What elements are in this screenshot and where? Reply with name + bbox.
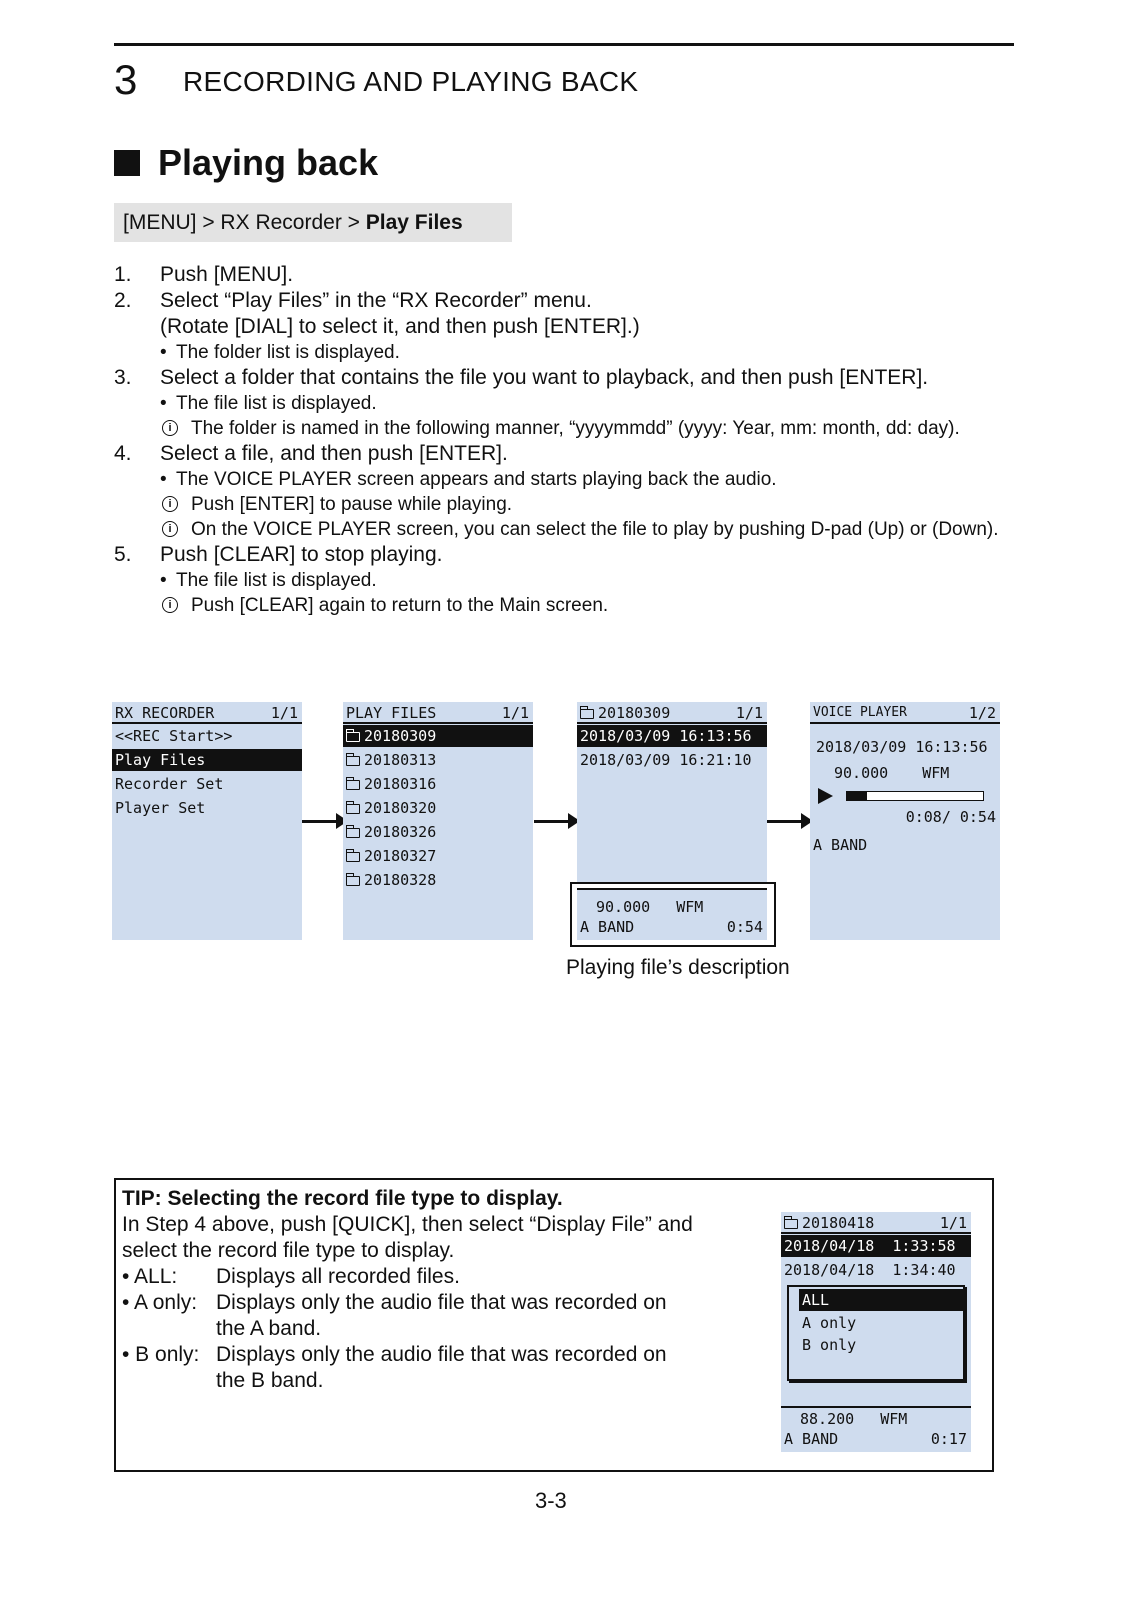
tip-title: TIP: Selecting the record file type to display. bbox=[122, 1187, 563, 1210]
step-number: 1. bbox=[114, 263, 132, 286]
voice-player-screen bbox=[810, 702, 1000, 940]
info-icon: i bbox=[162, 521, 178, 537]
step-text: Select “Play Files” in the “RX Recorder” menu. bbox=[160, 289, 592, 312]
step-bullet: • The file list is displayed. bbox=[160, 393, 377, 414]
folder-item[interactable]: 20180316 bbox=[343, 773, 533, 795]
step-number: 4. bbox=[114, 442, 132, 465]
display-file-popup bbox=[787, 1285, 965, 1381]
file-item[interactable]: 2018/04/18 1:34:40 bbox=[784, 1261, 956, 1279]
step-info: i Push [CLEAR] again to return to the Main screen. bbox=[160, 593, 1014, 618]
menu-path-prefix: [MENU] > RX Recorder > bbox=[123, 211, 366, 234]
screen-header: 20180309 1/1 bbox=[577, 702, 767, 724]
progress-bar[interactable] bbox=[846, 791, 984, 801]
tip-option: • ALL: Displays all recorded files. bbox=[122, 1265, 460, 1288]
arrow-right-icon bbox=[534, 820, 578, 823]
tip-option: • A only: Displays only the audio file that was recorded on the A band. bbox=[122, 1291, 667, 1340]
step-bullet: • The file list is displayed. bbox=[160, 570, 377, 591]
step-info: i The folder is named in the following manner, “yyyymmdd” (yyyy: Year, mm: month, dd: day). bbox=[160, 416, 1014, 441]
popup-option-all[interactable]: ALL bbox=[799, 1289, 963, 1311]
section-square-icon bbox=[114, 150, 140, 176]
step-text: Push [MENU]. bbox=[160, 263, 294, 286]
steps-list bbox=[114, 262, 1014, 618]
file-list-screen bbox=[577, 702, 767, 882]
file-description-panel bbox=[577, 888, 767, 940]
player-datetime: 2018/03/09 16:13:56 bbox=[816, 738, 988, 756]
folder-item[interactable]: 20180326 bbox=[343, 821, 533, 843]
popup-option-a-only[interactable]: A only bbox=[802, 1314, 857, 1332]
tip-text bbox=[122, 1186, 742, 1394]
arrow-right-icon bbox=[302, 820, 346, 823]
file-item[interactable]: 2018/03/09 16:21:10 bbox=[580, 751, 752, 769]
page-number: 3-3 bbox=[535, 1488, 567, 1513]
step-text: (Rotate [DIAL] to select it, and then push [ENTER].) bbox=[160, 315, 640, 338]
folder-icon bbox=[784, 1219, 798, 1229]
section-heading bbox=[114, 142, 378, 184]
screen-header: RX RECORDER 1/1 bbox=[112, 702, 302, 724]
rx-recorder-screen bbox=[112, 702, 302, 940]
menu-item-rec-start[interactable]: <<REC Start>> bbox=[115, 727, 233, 745]
menu-path bbox=[114, 203, 512, 242]
folder-icon bbox=[346, 804, 360, 814]
step-number: 3. bbox=[114, 366, 132, 389]
player-freq-line: 90.000 WFM bbox=[834, 764, 950, 782]
menu-item-recorder-set[interactable]: Recorder Set bbox=[115, 775, 224, 793]
folder-item[interactable]: 20180309 bbox=[343, 725, 533, 747]
arrow-right-icon bbox=[767, 820, 811, 823]
play-icon[interactable] bbox=[818, 788, 833, 804]
menu-item-player-set[interactable]: Player Set bbox=[115, 799, 206, 817]
chapter-title: RECORDING AND PLAYING BACK bbox=[183, 66, 639, 97]
display-file-screen bbox=[781, 1212, 971, 1452]
player-time-line: 0:08/ 0:54 bbox=[905, 808, 996, 826]
desc-band-line: A BAND 0:54 bbox=[580, 918, 763, 936]
step-bullet: • The VOICE PLAYER screen appears and starts playing back the audio. bbox=[160, 469, 777, 490]
folder-icon bbox=[346, 732, 360, 742]
section-title: Playing back bbox=[158, 142, 379, 183]
folder-item[interactable]: 20180313 bbox=[343, 749, 533, 771]
desc-freq-line: 90.000 WFM bbox=[596, 898, 704, 916]
step-text: Select a file, and then push [ENTER]. bbox=[160, 442, 508, 465]
screen-header: PLAY FILES 1/1 bbox=[343, 702, 533, 724]
tip-freq-line: 88.200 WFM bbox=[800, 1410, 908, 1428]
info-icon: i bbox=[162, 597, 178, 613]
step-4 bbox=[114, 441, 1014, 542]
step-2 bbox=[114, 288, 1014, 365]
folder-item[interactable]: 20180327 bbox=[343, 845, 533, 867]
folder-icon bbox=[346, 852, 360, 862]
progress-fill bbox=[847, 792, 867, 800]
step-number: 5. bbox=[114, 543, 132, 566]
popup-option-b-only[interactable]: B only bbox=[802, 1336, 857, 1354]
folder-icon bbox=[346, 876, 360, 886]
menu-path-last: Play Files bbox=[365, 211, 463, 234]
step-1 bbox=[114, 262, 1014, 288]
play-files-screen bbox=[343, 702, 533, 940]
folder-icon bbox=[580, 709, 594, 719]
info-icon: i bbox=[162, 496, 178, 512]
folder-item[interactable]: 20180328 bbox=[343, 869, 533, 891]
folder-item[interactable]: 20180320 bbox=[343, 797, 533, 819]
folder-icon bbox=[346, 828, 360, 838]
info-icon: i bbox=[162, 420, 178, 436]
screen-header: VOICE PLAYER 1/2 bbox=[810, 702, 1000, 724]
step-5 bbox=[114, 542, 1014, 618]
tip-option: • B only: Displays only the audio file that was recorded on the B band. bbox=[122, 1343, 667, 1392]
chapter-number: 3 bbox=[114, 56, 138, 103]
step-info: i Push [ENTER] to pause while playing. bbox=[160, 492, 1014, 517]
step-bullet: • The folder list is displayed. bbox=[160, 342, 400, 363]
tip-intro: In Step 4 above, push [QUICK], then select “Display File” and select the record file type to display. bbox=[122, 1213, 693, 1262]
screen-header: 20180418 1/1 bbox=[781, 1212, 971, 1234]
menu-item-play-files[interactable]: Play Files bbox=[112, 749, 302, 771]
tip-band-line: A BAND 0:17 bbox=[784, 1430, 967, 1448]
step-info: i On the VOICE PLAYER screen, you can select the file to play by pushing D-pad (Up) or (Down). bbox=[160, 517, 1014, 542]
step-text: Push [CLEAR] to stop playing. bbox=[160, 543, 443, 566]
step-text: Select a folder that contains the file you want to playback, and then push [ENTER]. bbox=[160, 366, 929, 389]
screen-caption: Playing file’s description bbox=[566, 956, 790, 979]
step-number: 2. bbox=[114, 289, 132, 312]
player-band: A BAND bbox=[813, 836, 868, 854]
file-item[interactable]: 2018/03/09 16:13:56 bbox=[577, 725, 767, 747]
step-3 bbox=[114, 365, 1014, 441]
folder-icon bbox=[346, 780, 360, 790]
folder-icon bbox=[346, 756, 360, 766]
file-item[interactable]: 2018/04/18 1:33:58 bbox=[781, 1235, 971, 1257]
header-rule bbox=[114, 43, 1014, 46]
